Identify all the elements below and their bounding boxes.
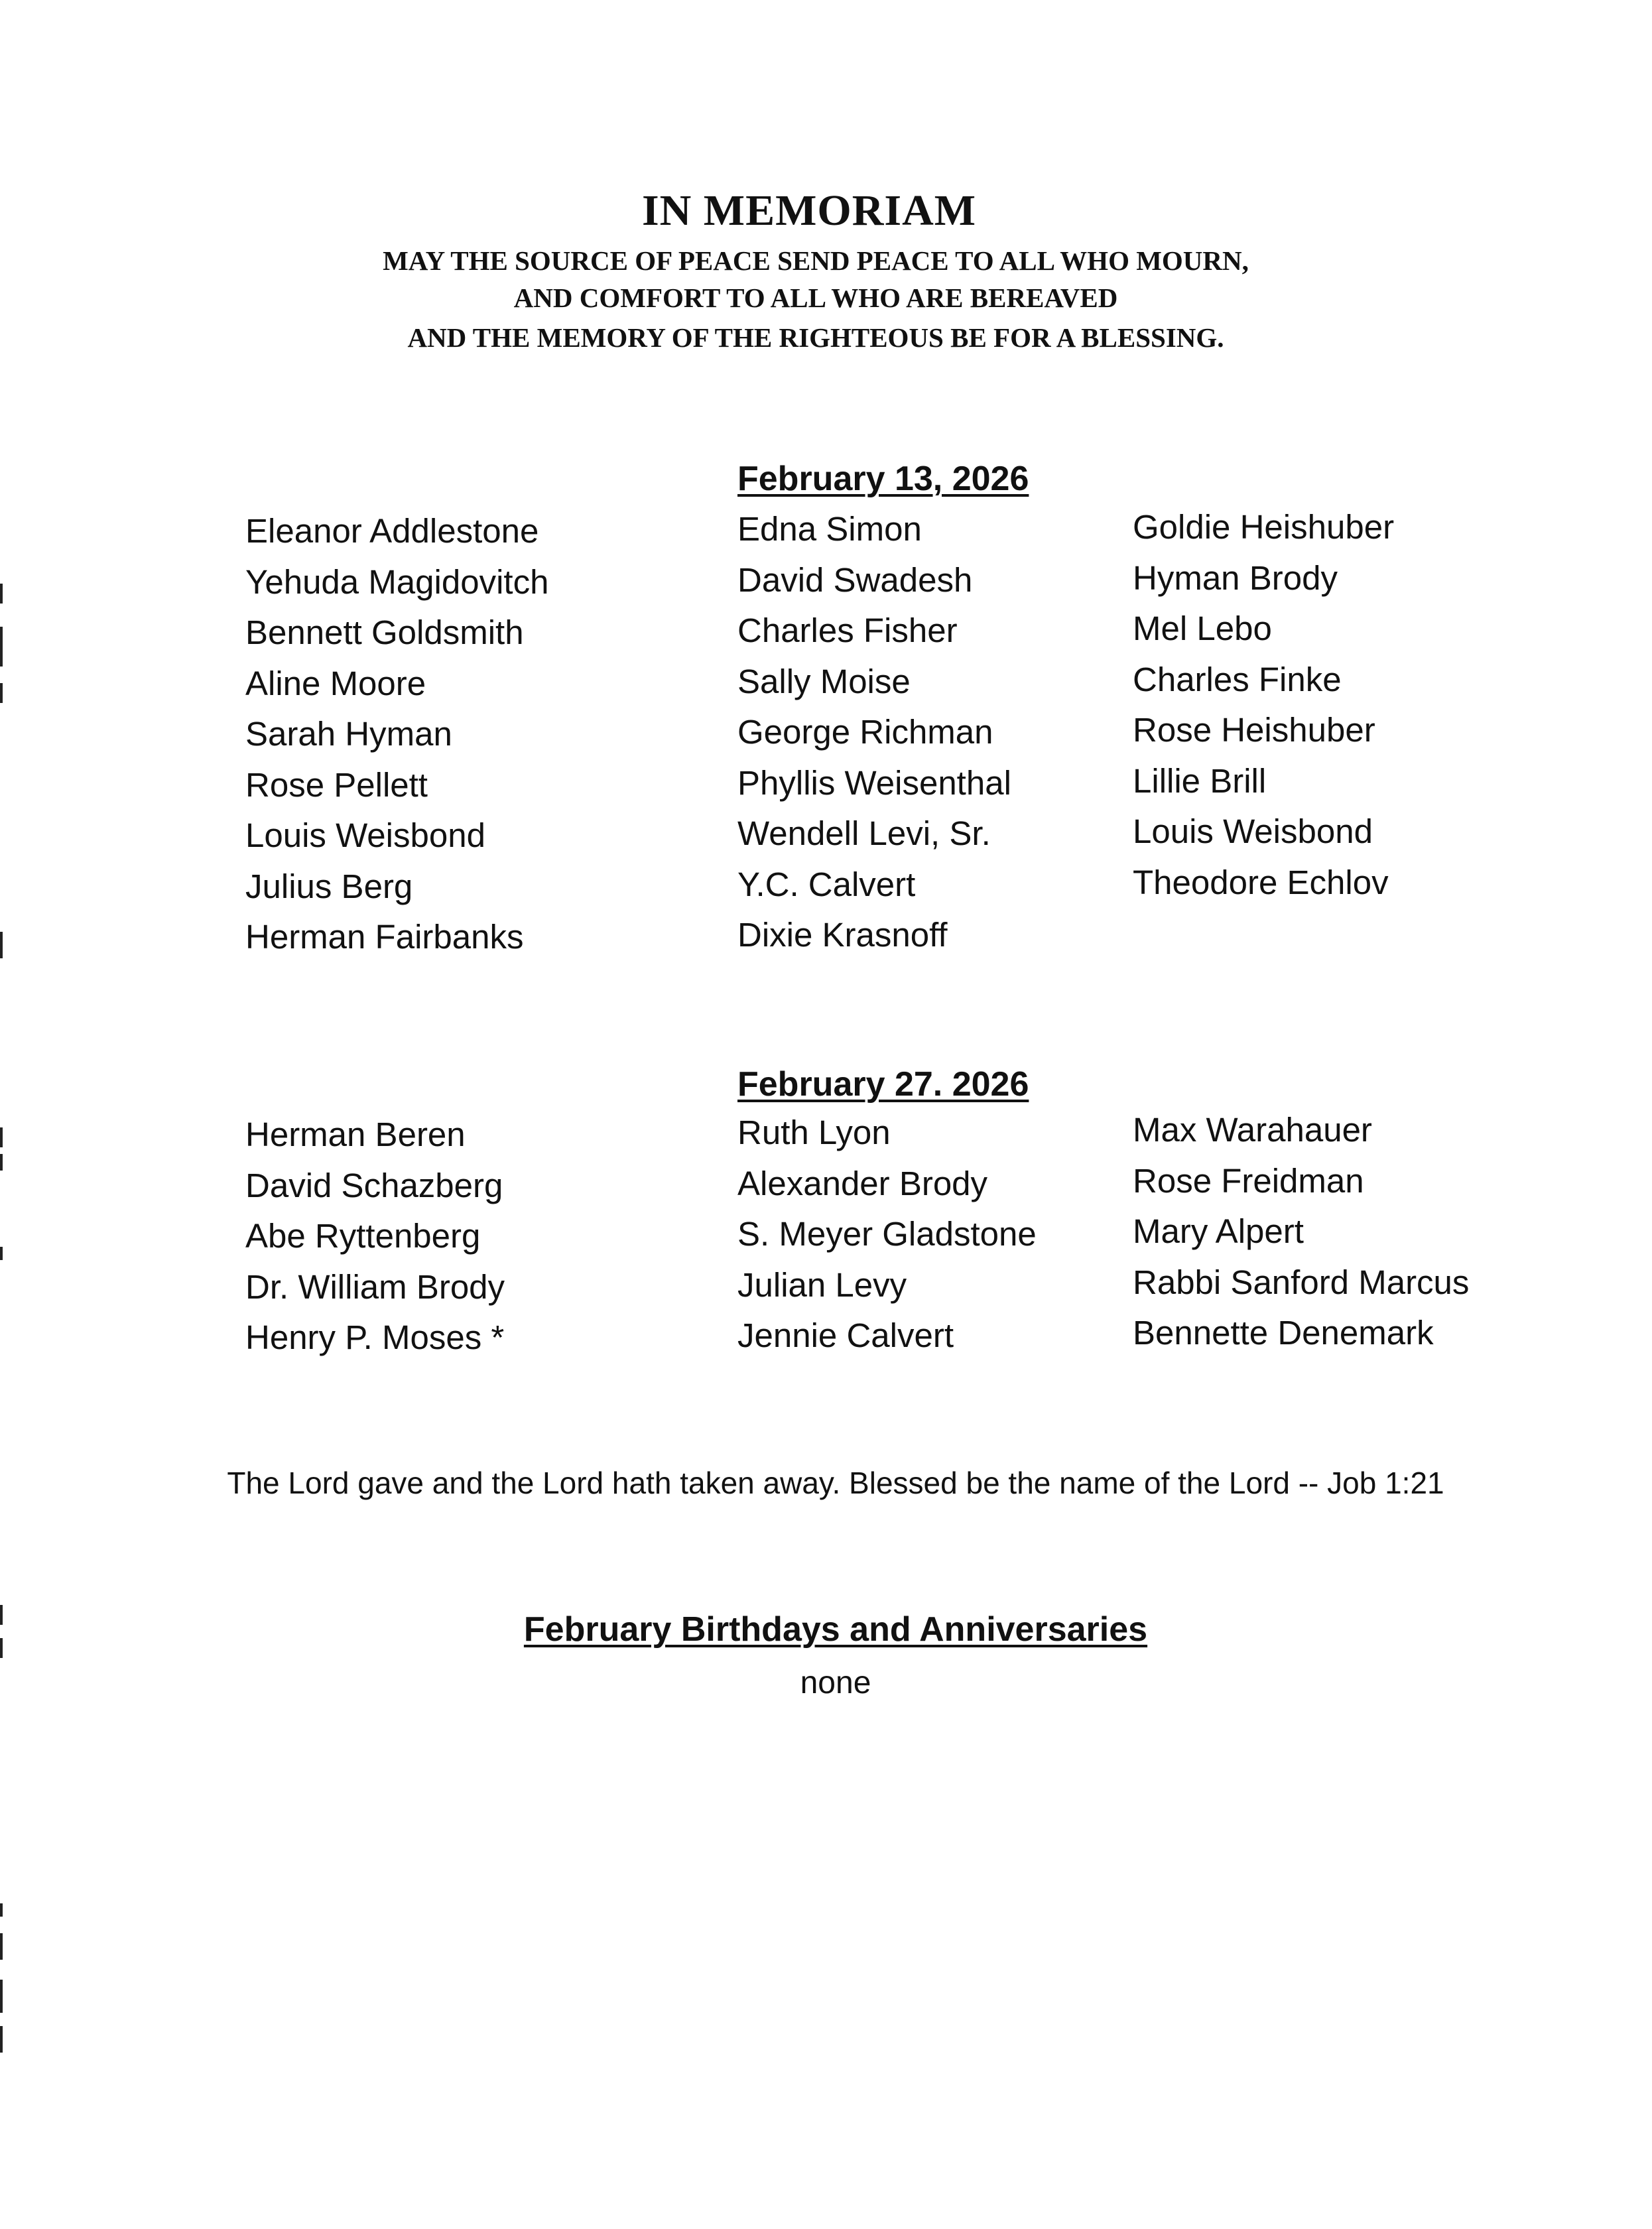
blessing-line-1: MAY THE SOURCE OF PEACE SEND PEACE TO ALL WHO MOURN, bbox=[383, 245, 1249, 276]
memorial-name: Sally Moise bbox=[737, 662, 911, 700]
scan-edge-mark bbox=[0, 584, 3, 604]
memorial-name: S. Meyer Gladstone bbox=[737, 1215, 1037, 1253]
memorial-name: David Schazberg bbox=[245, 1166, 503, 1204]
blessing-line-3: AND THE MEMORY OF THE RIGHTEOUS BE FOR A BLESSING. bbox=[407, 322, 1224, 353]
scan-edge-mark bbox=[0, 627, 3, 667]
memorial-name: Bennett Goldsmith bbox=[245, 613, 524, 651]
memorial-name: Mary Alpert bbox=[1133, 1212, 1304, 1250]
blessing-line-2: AND COMFORT TO ALL WHO ARE BEREAVED bbox=[513, 283, 1118, 313]
names-column-1 bbox=[245, 1110, 505, 1364]
names-column-1 bbox=[245, 506, 548, 963]
names-column-2 bbox=[737, 504, 1011, 961]
memorial-name: Herman Beren bbox=[245, 1115, 466, 1153]
memorial-name: Julius Berg bbox=[245, 867, 413, 905]
memorial-name: Sarah Hyman bbox=[245, 715, 452, 753]
memorial-name: George Richman bbox=[737, 713, 993, 751]
birthdays-heading-text: February Birthdays and Anniversaries bbox=[523, 1610, 1148, 1649]
memorial-name: Eleanor Addlestone bbox=[245, 512, 539, 550]
scan-edge-mark bbox=[0, 1903, 3, 1917]
birthdays-value: none bbox=[800, 1665, 871, 1700]
memorial-name: Julian Levy bbox=[737, 1265, 907, 1304]
memorial-name: Max Warahauer bbox=[1133, 1111, 1372, 1149]
memorial-name: Rose Freidman bbox=[1133, 1161, 1364, 1200]
memorial-name: Dr. William Brody bbox=[245, 1267, 505, 1306]
memorial-name: Wendell Levi, Sr. bbox=[737, 814, 991, 852]
scripture-quote: The Lord gave and the Lord hath taken away. Blessed be the name of the Lord -- Job 1:21 bbox=[227, 1466, 1444, 1500]
memorial-name: Charles Finke bbox=[1133, 660, 1342, 698]
scan-edge-mark bbox=[0, 932, 3, 958]
names-column-2 bbox=[737, 1108, 1037, 1362]
memorial-name: Rabbi Sanford Marcus bbox=[1133, 1263, 1470, 1301]
memorial-name: Ruth Lyon bbox=[737, 1114, 891, 1151]
names-column-3 bbox=[1133, 1105, 1469, 1359]
scan-edge-mark bbox=[0, 1980, 3, 2013]
scan-edge-mark bbox=[0, 1127, 3, 1147]
memorial-name: Edna Simon bbox=[737, 510, 922, 548]
scan-edge-mark bbox=[0, 2026, 3, 2053]
memorial-name: Yehuda Magidovitch bbox=[245, 562, 549, 601]
scan-edge-mark bbox=[0, 1154, 3, 1171]
scan-edge-mark bbox=[0, 683, 3, 703]
memorial-name: Louis Weisbond bbox=[245, 816, 485, 854]
memorial-name: Y.C. Calvert bbox=[737, 865, 916, 903]
memorial-name: Louis Weisbond bbox=[1133, 812, 1373, 850]
memorial-name: Jennie Calvert bbox=[737, 1316, 954, 1354]
memorial-name: Dixie Krasnoff bbox=[737, 916, 948, 954]
memorial-name: Theodore Echlov bbox=[1133, 863, 1389, 901]
names-column-3 bbox=[1133, 502, 1394, 908]
memorial-name: David Swadesh bbox=[737, 560, 973, 599]
memorial-name: Henry P. Moses * bbox=[245, 1318, 505, 1356]
memorial-name: Bennette Denemark bbox=[1133, 1314, 1434, 1352]
memorial-name: Hyman Brody bbox=[1133, 558, 1338, 597]
memorial-name: Mel Lebo bbox=[1133, 609, 1272, 647]
memorial-name: Phyllis Weisenthal bbox=[737, 763, 1011, 802]
memorial-name: Goldie Heishuber bbox=[1133, 508, 1395, 546]
scan-edge-mark bbox=[0, 1247, 3, 1260]
memorial-name: Aline Moore bbox=[245, 664, 426, 702]
scan-edge-mark bbox=[0, 1933, 3, 1960]
memorial-name: Charles Fisher bbox=[737, 611, 958, 649]
memorial-name: Lillie Brill bbox=[1133, 761, 1267, 800]
section-date-heading: February 27. 2026 bbox=[737, 1065, 1029, 1104]
section-date-heading: February 13, 2026 bbox=[737, 460, 1029, 498]
birthdays-heading bbox=[0, 1608, 1652, 1651]
memorial-name: Herman Fairbanks bbox=[245, 918, 524, 956]
memorial-name: Alexander Brody bbox=[737, 1164, 988, 1202]
memorial-name: Rose Pellett bbox=[245, 765, 428, 804]
page-title: IN MEMORIAM bbox=[641, 186, 977, 235]
memorial-name: Rose Heishuber bbox=[1133, 711, 1375, 749]
memorial-name: Abe Ryttenberg bbox=[245, 1217, 481, 1255]
